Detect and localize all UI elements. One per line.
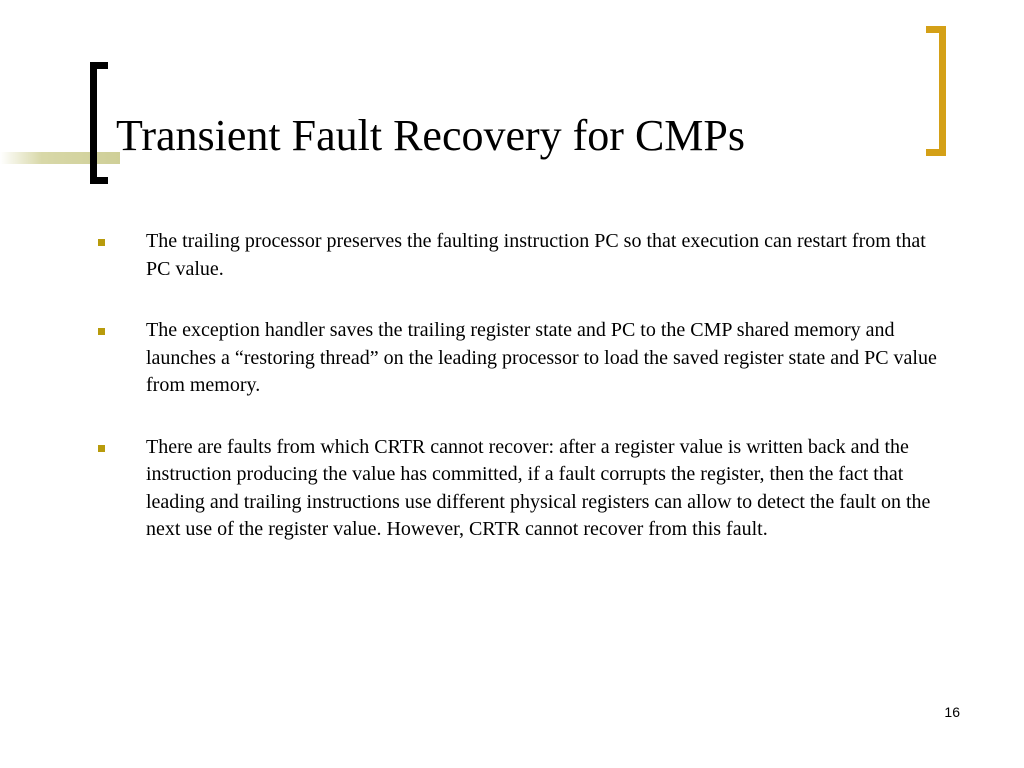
bullet-text: The exception handler saves the trailing register state and PC to the CMP shared memory and launches a “restoring thread” on the leading processor to load the saved register state and PC value from memory. [146,319,937,396]
bullet-item [98,434,938,544]
square-bullet-icon [98,445,105,452]
bullet-text: The trailing processor preserves the faulting instruction PC so that execution can restart from that PC value. [146,230,926,280]
bullet-text: There are faults from which CRTR cannot recover: after a register value is written back and the instruction producing the value has committed, if a fault corrupts the register, then the fact that leading and trailing instructions use different physical registers can allow to detect the fault on the next use of the register value. However, CRTR cannot recover from this fault. [146,435,931,540]
bullet-list [98,228,938,578]
bullet-item [98,317,938,400]
page-number: 16 [944,704,960,720]
left-bracket-decoration [90,62,108,184]
square-bullet-icon [98,239,105,246]
slide-title: Transient Fault Recovery for CMPs [116,111,746,160]
right-bracket-decoration [926,26,946,156]
square-bullet-icon [98,328,105,335]
bullet-item [98,228,938,283]
